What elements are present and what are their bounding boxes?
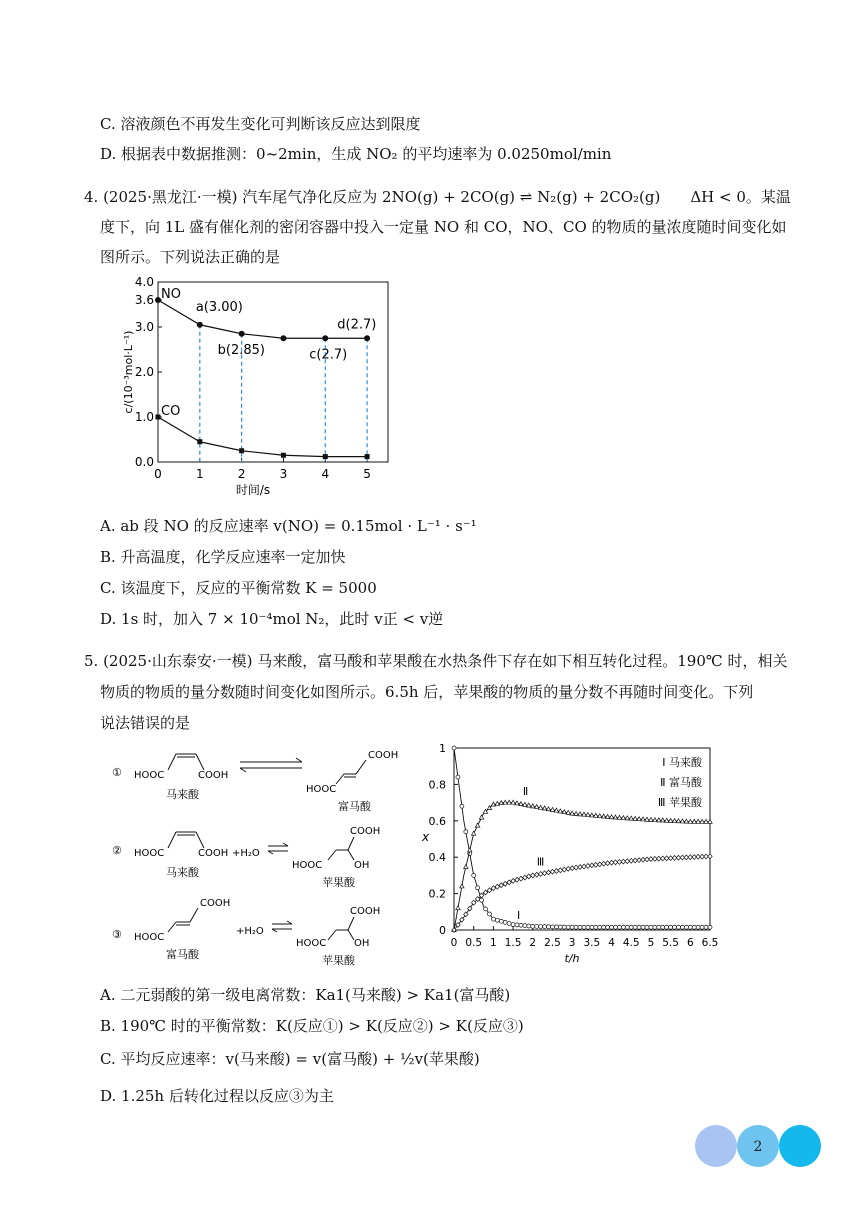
marker-malic (519, 876, 523, 881)
x-tick-label: 2 (529, 937, 537, 949)
marker-malic (538, 872, 542, 877)
x-tick-label: 0 (154, 467, 162, 481)
marker-fumaric (475, 823, 479, 827)
marker-maleic (495, 918, 499, 922)
reaction-3-number: ③ (112, 928, 122, 941)
x-tick-label: 1.5 (504, 937, 522, 949)
marker-maleic (515, 923, 519, 927)
concentration-chart (118, 272, 408, 504)
curve-label-3: Ⅲ (536, 855, 545, 869)
r2-maleic-hooc: HOOC (134, 848, 165, 859)
legend-entry: Ⅲ 苹果酸 (657, 796, 702, 809)
marker-maleic (649, 925, 653, 929)
r1-fumaric-name: 富马酸 (338, 800, 371, 813)
marker-maleic (511, 923, 515, 927)
x-axis-label: t/h (564, 952, 580, 965)
q4-option-c: C. 该温度下，反应的平衡常数 K = 5000 (100, 579, 377, 597)
marker-maleic (484, 907, 488, 911)
page-circle-left (695, 1125, 737, 1167)
point-annotation: c(2.7) (309, 347, 348, 363)
marker-malic (527, 874, 531, 879)
r2-malic-name: 苹果酸 (322, 876, 355, 889)
marker-maleic (562, 925, 566, 929)
q5-option-c: C. 平均反应速率：v(马来酸) = v(富马酸) + ½v(苹果酸) (100, 1050, 480, 1068)
marker-maleic (499, 919, 503, 923)
marker-malic (531, 873, 535, 878)
co-point (197, 439, 202, 444)
q4-option-b: B. 升高温度，化学反应速率一定加快 (100, 548, 346, 566)
marker-malic (629, 858, 633, 863)
marker-maleic (491, 917, 495, 921)
no-point (364, 335, 370, 341)
marker-malic (483, 890, 487, 895)
no-point (239, 331, 245, 337)
curve-label-1: Ⅰ (517, 909, 521, 923)
y-axis-label: c/(10⁻³mol·L⁻¹) (122, 330, 135, 414)
marker-malic (637, 858, 641, 863)
marker-fumaric (464, 865, 468, 869)
marker-maleic (523, 924, 527, 928)
y-tick-label: 1.0 (134, 410, 154, 424)
marker-maleic (598, 925, 602, 929)
marker-maleic (696, 925, 700, 929)
x-tick-label: 3.5 (583, 937, 601, 949)
x-tick-label: 4.5 (622, 937, 640, 949)
marker-malic (617, 860, 621, 865)
marker-maleic (641, 925, 645, 929)
marker-malic (562, 867, 566, 872)
q5-option-d: D. 1.25h 后转化过程以反应③为主 (100, 1087, 334, 1105)
page-number-badge (694, 1124, 824, 1168)
marker-malic (609, 860, 613, 865)
q4-option-a: A. ab 段 NO 的反应速率 v(NO) = 0.15mol · L⁻¹ · s⁻¹ (100, 517, 477, 535)
marker-malic (515, 877, 519, 882)
r1-maleic-cooh: COOH (198, 770, 229, 781)
r2-malic-cooh: COOH (350, 826, 381, 837)
marker-maleic (476, 886, 480, 890)
y-tick-label: 0.2 (428, 887, 446, 901)
x-tick-label: 1 (195, 467, 204, 481)
r2-water: +H₂O (232, 848, 260, 859)
marker-malic (708, 854, 712, 859)
marker-maleic (676, 925, 680, 929)
reaction-2-number: ② (112, 844, 122, 857)
marker-malic (574, 865, 578, 870)
marker-maleic (460, 804, 464, 808)
y-axis-label: x (422, 830, 430, 844)
marker-malic (558, 868, 562, 873)
q5-stem-line1: 5. (2025·山东泰安·一模) 马来酸，富马酸和苹果酸在水热条件下存在如下相互转化过程。190℃ 时，相关 (84, 652, 788, 670)
marker-maleic (653, 925, 657, 929)
q4-stem-line1: 4. (2025·黑龙江·一模) 汽车尾气净化反应为 2NO(g) + 2CO(g) ⇌ N₂(g) + 2CO₂(g) ΔH < 0。某温 (84, 188, 791, 206)
marker-malic (586, 864, 590, 869)
marker-malic (641, 857, 645, 862)
x-tick-label: 3 (279, 467, 288, 481)
marker-malic (613, 860, 617, 865)
page-circle-right (779, 1125, 821, 1167)
marker-maleic (464, 830, 468, 834)
series-line-NO (158, 300, 367, 338)
x-tick-label: 6 (686, 937, 694, 949)
marker-malic (546, 870, 550, 875)
r2-maleic-cooh: COOH (198, 848, 229, 859)
legend-entry: Ⅱ 富马酸 (660, 776, 702, 789)
marker-malic (487, 888, 491, 893)
marker-maleic (637, 925, 641, 929)
marker-maleic (684, 925, 688, 929)
mole-fraction-chart (410, 738, 730, 970)
marker-maleic (673, 925, 677, 929)
r3-malic-cooh: COOH (350, 906, 381, 917)
r2-malic-hooc: HOOC (292, 860, 323, 871)
marker-malic (625, 859, 629, 864)
q5-stem-line3: 说法错误的是 (100, 714, 191, 732)
option-d-prev: D. 根据表中数据推测：0~2min，生成 NO₂ 的平均速率为 0.0250mol/min (100, 145, 612, 163)
x-tick-label: 0 (450, 937, 458, 949)
point-annotation: b(2.85) (217, 342, 265, 358)
marker-malic (550, 869, 554, 874)
x-tick-label: 1 (490, 937, 497, 949)
page-number: 2 (753, 1139, 763, 1155)
marker-malic (542, 871, 546, 876)
x-tick-label: 5.5 (662, 937, 679, 949)
marker-maleic (610, 925, 614, 929)
q4-stem-line3: 图所示。下列说法正确的是 (100, 248, 281, 266)
q5-stem-line2: 物质的物质的量分数随时间变化如图所示。6.5h 后，苹果酸的物质的量分数不再随时间变化。下列 (100, 683, 754, 701)
marker-fumaric (460, 884, 464, 888)
marker-maleic (582, 925, 586, 929)
marker-maleic (566, 925, 570, 929)
no-point (197, 322, 203, 328)
marker-maleic (661, 925, 665, 929)
x-tick-label: 2.5 (544, 937, 561, 949)
marker-maleic (708, 925, 712, 929)
marker-fumaric (479, 815, 483, 819)
x-tick-label: 6.5 (701, 937, 719, 949)
marker-maleic (570, 925, 574, 929)
marker-maleic (535, 924, 539, 928)
marker-malic (633, 858, 637, 863)
co-point (281, 453, 286, 458)
q4-stem-line2: 度下，向 1L 盛有催化剂的密闭容器中投入一定量 NO 和 CO，NO、CO 的物质的量浓度随时间变化如 (100, 218, 787, 236)
marker-maleic (507, 921, 511, 925)
r3-malic-hooc: HOOC (296, 938, 327, 949)
marker-maleic (629, 925, 633, 929)
y-tick-label: 0.0 (134, 455, 154, 469)
marker-malic (598, 862, 602, 867)
series-label-co: CO (161, 404, 181, 419)
r3-malic-oh: OH (354, 938, 370, 949)
marker-maleic (594, 925, 598, 929)
r3-malic-name: 苹果酸 (322, 954, 355, 967)
marker-maleic (680, 925, 684, 929)
marker-maleic (558, 925, 562, 929)
marker-maleic (613, 925, 617, 929)
marker-maleic (547, 925, 551, 929)
marker-malic (554, 869, 558, 874)
series-label-no: NO (161, 287, 181, 302)
marker-maleic (645, 925, 649, 929)
marker-malic (605, 861, 609, 866)
r1-fumaric-cooh: COOH (368, 750, 399, 761)
no-point (280, 335, 286, 341)
marker-maleic (480, 898, 484, 902)
marker-maleic (539, 925, 543, 929)
y-tick-label: 4.0 (134, 275, 154, 289)
marker-malic (594, 862, 598, 867)
marker-malic (621, 859, 625, 864)
marker-maleic (606, 925, 610, 929)
r1-maleic-hooc: HOOC (134, 770, 165, 781)
marker-malic (645, 857, 649, 862)
x-tick-label: 4 (321, 467, 330, 481)
marker-malic (582, 864, 586, 869)
marker-maleic (578, 925, 582, 929)
marker-malic (523, 875, 527, 880)
marker-maleic (472, 873, 476, 877)
r1-maleic-name: 马来酸 (166, 788, 199, 801)
marker-maleic (452, 746, 456, 750)
point-annotation: a(3.00) (195, 299, 243, 315)
marker-maleic (688, 925, 692, 929)
x-tick-label: 3 (568, 937, 576, 949)
marker-maleic (704, 925, 708, 929)
marker-fumaric (471, 831, 475, 835)
marker-fumaric (468, 848, 472, 852)
point-annotation: d(2.7) (337, 317, 377, 333)
marker-maleic (550, 925, 554, 929)
x-tick-label: 2 (237, 467, 246, 481)
x-tick-label: 5 (363, 467, 371, 481)
marker-malic (566, 866, 570, 871)
marker-maleic (669, 925, 673, 929)
marker-malic (578, 865, 582, 870)
series-line-CO (158, 417, 367, 457)
r3-water: +H₂O (236, 926, 264, 937)
r3-fumaric-cooh: COOH (200, 898, 231, 909)
q5-option-a: A. 二元弱酸的第一级电离常数：Ka1(马来酸) > Ka1(富马酸) (100, 986, 511, 1004)
marker-maleic (487, 912, 491, 916)
y-tick-label: 3.6 (134, 293, 154, 307)
marker-maleic (586, 925, 590, 929)
series-curve-1 (454, 748, 710, 927)
q5-option-b: B. 190℃ 时的平衡常数：K(反应①) > K(反应②) > K(反应③) (100, 1017, 524, 1035)
marker-fumaric (456, 906, 460, 910)
co-point (323, 454, 328, 459)
y-tick-label: 1 (439, 742, 446, 755)
y-tick-label: 0 (439, 924, 446, 937)
curve-label-2: Ⅱ (522, 784, 529, 798)
marker-maleic (665, 925, 669, 929)
marker-maleic (456, 775, 460, 779)
marker-maleic (692, 925, 696, 929)
marker-maleic (503, 920, 507, 924)
marker-maleic (617, 925, 621, 929)
marker-maleic (554, 925, 558, 929)
marker-malic (535, 872, 539, 877)
marker-maleic (590, 925, 594, 929)
r2-maleic-name: 马来酸 (166, 866, 199, 879)
y-tick-label: 0.4 (428, 851, 446, 865)
marker-malic (570, 866, 574, 871)
q4-option-d: D. 1s 时，加入 7 × 10⁻⁴mol N₂，此时 v正 < v逆 (100, 610, 444, 628)
x-axis-label: 时间/s (235, 483, 271, 497)
marker-maleic (621, 925, 625, 929)
no-point (322, 335, 328, 341)
marker-maleic (633, 925, 637, 929)
y-tick-label: 2.0 (134, 365, 154, 379)
marker-maleic (602, 925, 606, 929)
marker-maleic (700, 925, 704, 929)
legend-entry: Ⅰ 马来酸 (662, 756, 702, 769)
r2-malic-oh: OH (354, 860, 370, 871)
marker-maleic (519, 923, 523, 927)
x-tick-label: 5 (647, 937, 655, 949)
r1-fumaric-hooc: HOOC (306, 784, 337, 795)
x-tick-label: 4 (608, 937, 615, 949)
y-tick-label: 0.8 (428, 778, 446, 792)
y-tick-label: 0.6 (428, 814, 446, 828)
marker-maleic (527, 924, 531, 928)
marker-maleic (531, 924, 535, 928)
marker-maleic (574, 925, 578, 929)
x-tick-label: 0.5 (465, 937, 483, 949)
marker-malic (601, 861, 605, 866)
reaction-1-number: ① (112, 766, 122, 779)
marker-malic (590, 863, 594, 868)
reaction-schemes (110, 740, 420, 975)
marker-maleic (657, 925, 661, 929)
plot-frame (158, 282, 388, 462)
marker-maleic (625, 925, 629, 929)
co-point (239, 448, 244, 453)
r3-fumaric-hooc: HOOC (134, 932, 165, 943)
co-point (365, 454, 370, 459)
y-tick-label: 3.0 (134, 320, 154, 334)
option-c-prev: C. 溶液颜色不再发生变化可判断该反应达到限度 (100, 115, 421, 133)
r3-fumaric-name: 富马酸 (166, 948, 199, 961)
co-point (156, 415, 161, 420)
marker-maleic (543, 925, 547, 929)
